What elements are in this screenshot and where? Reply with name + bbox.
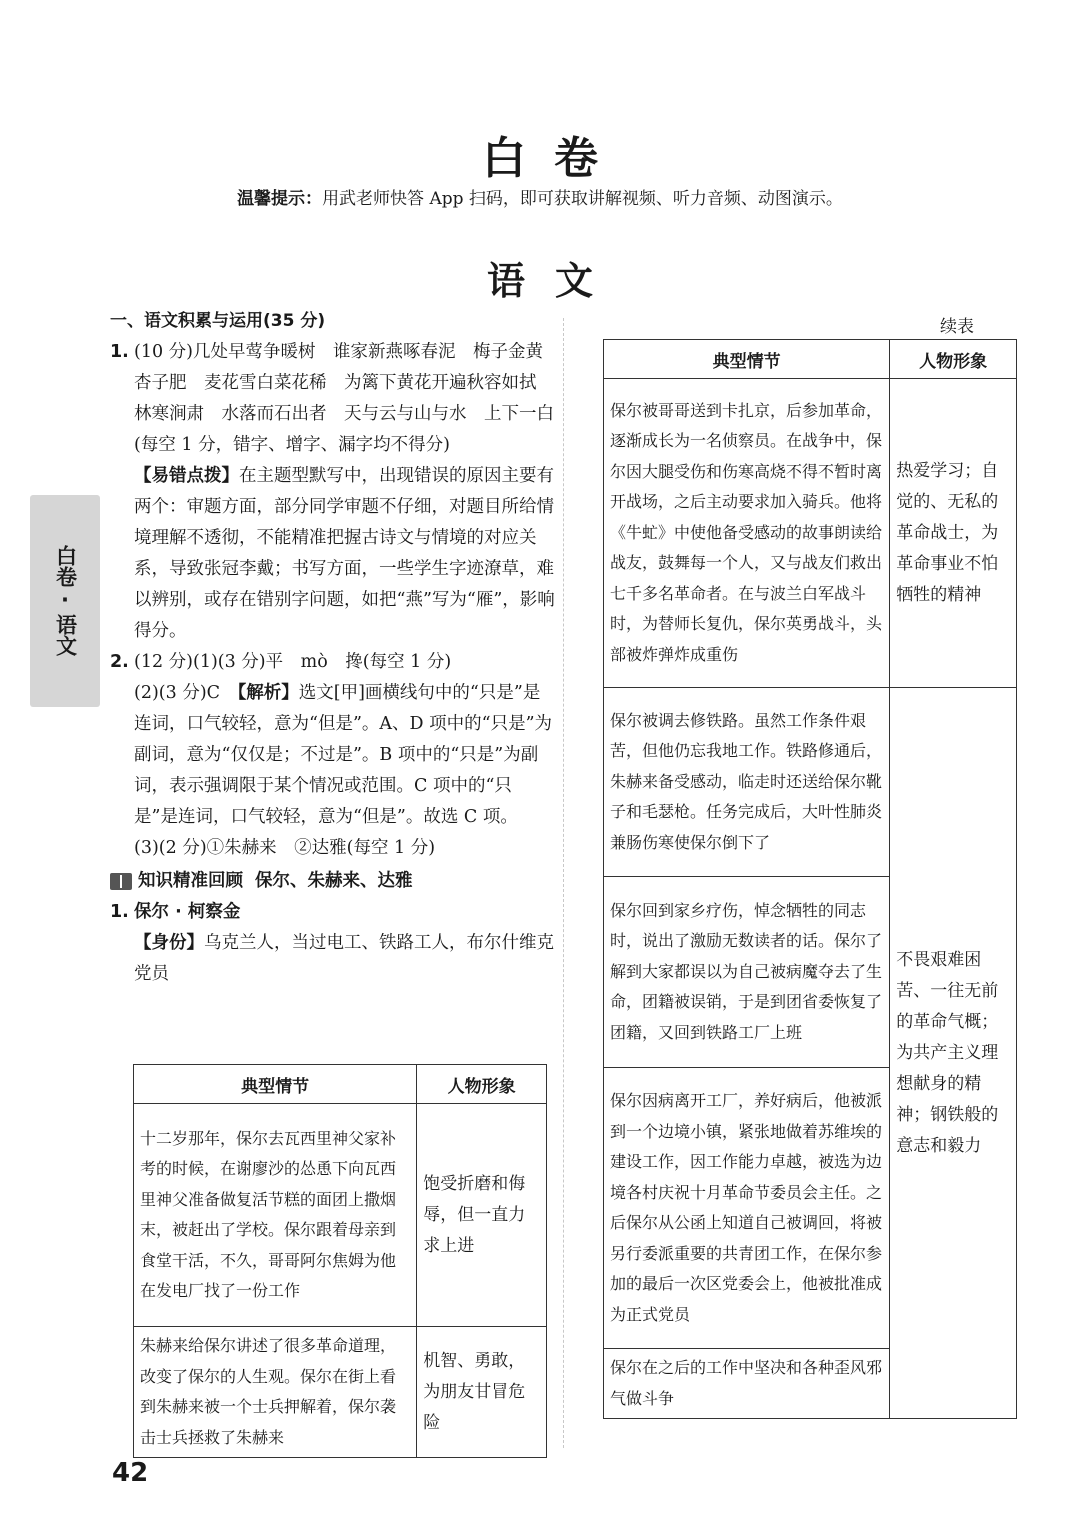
question-number: 2. bbox=[110, 652, 129, 672]
plot-cell: 保尔被调去修铁路。虽然工作条件艰苦，但他仍忘我地工作。铁路修通后，朱赫来备受感动，临走时还送给保尔靴子和毛瑟枪。任务完成后，大叶性肺炎兼肠伤寒使保尔倒下了 bbox=[604, 688, 890, 877]
col-header-trait: 人物形象 bbox=[890, 340, 1017, 379]
trait-cell: 不畏艰难困苦、一往无前的革命气概；为共产主义理想献身的精神；钢铁般的意志和毅力 bbox=[890, 688, 1017, 1419]
page-title: 白卷 bbox=[482, 133, 626, 184]
knowledge-recall bbox=[110, 866, 555, 897]
tip-text: 用武老师快答 App 扫码，即可获取讲解视频、听力音频、动图演示。 bbox=[322, 189, 843, 209]
page-number: 42 bbox=[112, 1458, 149, 1488]
trait-cell: 热爱学习；自觉的、无私的革命战士，为革命事业不怕牺牲的精神 bbox=[890, 379, 1017, 688]
table-row bbox=[134, 1104, 547, 1327]
recall-title: 知识精准回顾 bbox=[138, 871, 243, 891]
person-name: 保尔 · 柯察金 bbox=[134, 902, 241, 922]
side-tab-bottom: 语文 bbox=[53, 614, 78, 656]
identity-text: 乌克兰人，当过电工、铁路工人，布尔什维克党员 bbox=[134, 933, 554, 984]
table-row bbox=[134, 1327, 547, 1458]
table-row bbox=[604, 688, 1017, 877]
col-header-plot: 典型情节 bbox=[134, 1065, 417, 1104]
left-column bbox=[110, 306, 555, 990]
table-row bbox=[604, 379, 1017, 688]
column-divider bbox=[563, 318, 564, 1448]
side-tab-dot: · bbox=[61, 588, 69, 612]
person-1 bbox=[110, 897, 555, 990]
section-title: 一、语文积累与运用(35 分) bbox=[110, 311, 326, 331]
tip-line bbox=[0, 184, 1080, 209]
recall-names: 保尔、朱赫来、达雅 bbox=[255, 871, 413, 891]
plot-cell: 保尔回到家乡疗伤，悼念牺牲的同志时，说出了激励无数读者的话。保尔了解到大家都误以为自己被病魔夺去了生命，团籍被误销，于是到团省委恢复了团籍，又回到铁路工厂上班 bbox=[604, 877, 890, 1068]
q2-part3: (3)(2 分)①朱赫来 ②达雅(每空 1 分) bbox=[134, 838, 436, 858]
q2-part2 bbox=[134, 678, 555, 833]
side-tab bbox=[30, 495, 100, 707]
tip-text: 在主题型默写中，出现错误的原因主要有两个：审题方面，部分同学审题不仔细，对题目所给情境理解不透彻，不能精准把握古诗文与情境的对应关系，导致张冠李戴；书写方面，一些学生字迹潦草，难以辨别，或存在错别字问题，如把“燕”写为“雁”，影响得分。 bbox=[134, 466, 555, 641]
question-number: 1. bbox=[110, 342, 129, 362]
q1-answer: (10 分)几处早莺争暖树 谁家新燕啄春泥 梅子金黄杏子肥 麦花雪白菜花稀 为篱下黄花开遍秋容如拭 林寒涧肃 水落而石出者 天与云与山与水 上下一白(每空 1 分，错字、增字、漏字均不得分) bbox=[134, 342, 554, 455]
person-number: 1. bbox=[110, 902, 129, 922]
q2-part2-head: (2)(3 分)C bbox=[134, 683, 238, 703]
tip-label: 温馨提示： bbox=[237, 189, 323, 209]
plot-table-left bbox=[133, 1064, 547, 1458]
plot-cell: 保尔在之后的工作中坚决和各种歪风邪气做斗争 bbox=[604, 1349, 890, 1419]
q2-part1: (12 分)(1)(3 分)平 mò 搀(每空 1 分) bbox=[134, 652, 452, 672]
analysis-tag: 【解析】 bbox=[237, 683, 299, 703]
identity-tag: 【身份】 bbox=[134, 933, 204, 953]
plot-cell: 保尔因病离开工厂，养好病后，他被派到一个边境小镇，紧张地做着苏维埃的建设工作，因工作能力卓越，被选为边境各村庆祝十月革命节委员会主任。之后保尔从公函上知道自己被调回，将被另行委派重要的共青团工作，在保尔参加的最后一次区党委会上，他被批准成为正式党员 bbox=[604, 1068, 890, 1349]
trait-cell: 饱受折磨和侮辱，但一直力求上进 bbox=[417, 1104, 547, 1327]
question-1 bbox=[110, 337, 555, 647]
tip-tag: 【易错点拨】 bbox=[134, 466, 239, 486]
question-2 bbox=[110, 647, 555, 864]
subject-title: 语文 bbox=[486, 258, 623, 303]
col-header-plot: 典型情节 bbox=[604, 340, 890, 379]
person-identity bbox=[134, 928, 555, 990]
q1-tip bbox=[134, 461, 555, 647]
plot-table-right bbox=[603, 339, 1017, 1419]
side-tab-top: 白卷 bbox=[53, 545, 78, 587]
q2-part2-text: 选文[甲]画横线句中的“只是”是连词，口气较轻，意为“但是”。A、D 项中的“只是”为副词，意为“仅仅是；不过是”。B 项中的“只是”为副词，表示强调限于某个情况或范围。C 项中的“只是”是连词，口气较轻，意为“但是”。故选 C 项。 bbox=[134, 683, 553, 827]
book-icon bbox=[110, 873, 132, 890]
col-header-trait: 人物形象 bbox=[417, 1065, 547, 1104]
continued-label: 续表 bbox=[940, 317, 974, 337]
plot-cell: 十二岁那年，保尔去瓦西里神父家补考的时候，在谢廖沙的怂恿下向瓦西里神父准备做复活节糕的面团上撒烟末，被赶出了学校。保尔跟着母亲到食堂干活，不久，哥哥阿尔焦姆为他在发电厂找了一份工作 bbox=[134, 1104, 417, 1327]
trait-cell: 机智、勇敢，为朋友甘冒危险 bbox=[417, 1327, 547, 1458]
plot-cell: 朱赫来给保尔讲述了很多革命道理，改变了保尔的人生观。保尔在街上看到朱赫来被一个士兵押解着，保尔袭击士兵拯救了朱赫来 bbox=[134, 1327, 417, 1458]
plot-cell: 保尔被哥哥送到卡扎京，后参加革命，逐渐成长为一名侦察员。在战争中，保尔因大腿受伤和伤寒高烧不得不暂时离开战场，之后主动要求加入骑兵。他将《牛虻》中使他备受感动的故事朗读给战友，鼓舞每一个人，又与战友们救出七千多名革命者。在与波兰白军战斗时，为替师长复仇，保尔英勇战斗，头部被炸弹炸成重伤 bbox=[604, 379, 890, 688]
